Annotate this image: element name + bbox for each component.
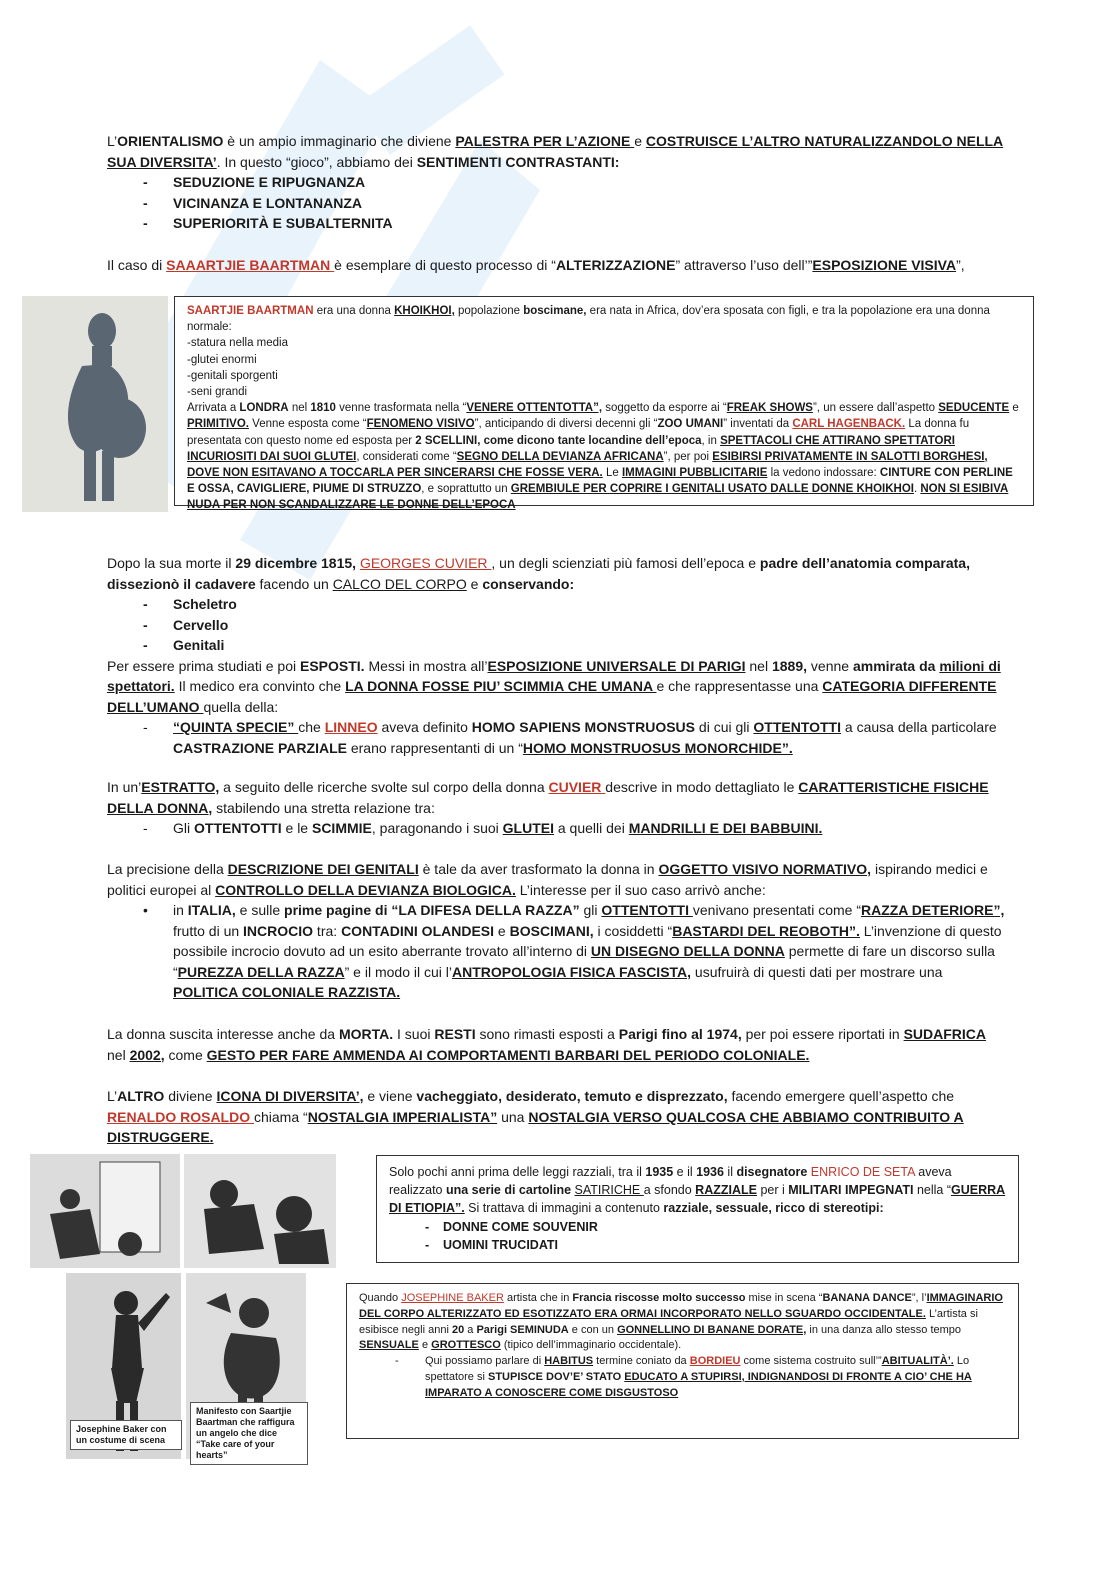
habitus-list bbox=[359, 1354, 1006, 1401]
italia-list bbox=[107, 900, 1007, 1003]
baartman-info-box: SAARTJIE BAARTMAN era una donna KHOIKHOI, popolazione boscimane, era nata in Africa, dov’era sposata con figli, e tra la popolazione era una donna normale: -statura nella media -glutei enormi -genitali sporgenti -seni grandi Arrivata a LONDRA nel 1810 venne trasformata nella “VENERE OTTENTOTTA”, soggetto da esporre ai “FREAK SHOWS”, un essere dall’aspetto SEDUCENTE e PRIMITIVO. Venne esposta come “FENOMENO VISIVO”, anticipando di diversi decenni gli “ZOO UMANI” inventati da CARL HAGENBACK. La donna fu presentata con questo nome ed esposta per 2 SCELLINI, come dicono tante locandine dell’epoca, in SPETTACOLI CHE ATTIRANO SPETTATORI INCURIOSITI DAI SUOI GLUTEI, considerati come “SEGNO DELLA DEVIANZA AFRICANA”, per poi ESIBIRSI PRIVATAMENTE IN SALOTTI BORGHESI, DOVE NON ESITAVANO A TOCCARLA PER SINCERARSI CHE FOSSE VERA. Le IMMAGINI PUBBLICITARIE la vedono indossare: CINTURE CON PERLINE E OSSA, CAVIGLIERE, PIUME DI STRUZZO, e soprattutto un GREMBIULE PER COPRIRE I GENITALI USATO DALLE DONNE KHOIKHOI. NON SI ESIBIVA NUDA PER NON SCANDALIZZARE LE DONNE DELL’EPOCA bbox=[174, 296, 1034, 506]
estratto-paragraph: In un’ESTRATTO, a seguito delle ricerche svolte sul corpo della donna CUVIER descrive in modo dettagliato le CARATTERISTICHE FISICHE DELLA DONNA, stabilendo una stretta relazione tra: - Gli OTTENTOTTI e le SCIMMIE, paragonando i suoi GLUTEI a quelli dei MANDRILLI E DEI BABBUINI. bbox=[107, 777, 1007, 839]
trait-item: -seni grandi bbox=[187, 386, 248, 399]
list-item: - UOMINI TRUCIDATI bbox=[389, 1236, 1006, 1254]
list-item: - SEDUZIONE E RIPUGNANZA bbox=[107, 172, 1007, 193]
baker-caption: Josephine Baker con un costume di scena bbox=[70, 1420, 182, 1450]
postcard-image-1 bbox=[30, 1154, 180, 1268]
estratto-list bbox=[107, 818, 1007, 839]
list-item: - Gli OTTENTOTTI e le SCIMMIE, paragonando i suoi GLUTEI a quelli dei MANDRILLI E DEI BABBUINI. bbox=[107, 818, 1007, 839]
list-item: - Scheletro bbox=[107, 594, 1007, 615]
list-item: - DONNE COME SOUVENIR bbox=[389, 1218, 1006, 1236]
cuvier-paragraph: Dopo la sua morte il 29 dicembre 1815, GEORGES CUVIER , un degli scienziati più famosi dell’epoca e padre dell’anatomia comparata, dissezionò il cadavere facendo un CALCO DEL CORPO e conservando: - Scheletro - Cervello - Genitali Per essere prima studiati e poi ESPOSTI. Messi in mostra all’ESPOSIZIONE UNIVERSALE DI PARIGI nel 1889, venne ammirata da milioni di spettatori. Il medico era convinto che LA DONNA FOSSE PIU’ SCIMMIA CHE UMANA e che rappresentasse una CATEGORIA DIFFERENTE DELL’UMANO quella della: - “QUINTA SPECIE” che LINNEO aveva definito HOMO SAPIENS MONSTRUOSUS di cui gli OTTENTOTTI a causa della particolare CASTRAZIONE PARZIALE erano rappresentanti di un “HOMO MONSTRUOSUS MONORCHIDE”. bbox=[107, 553, 1007, 758]
list-item: - VICINANZA E LONTANANZA bbox=[107, 193, 1007, 214]
list-item: - Genitali bbox=[107, 635, 1007, 656]
baartman-image bbox=[22, 296, 168, 512]
postcard-image-2 bbox=[184, 1154, 336, 1268]
list-item: - “QUINTA SPECIE” che LINNEO aveva definito HOMO SAPIENS MONSTRUOSUS di cui gli OTTENTOTTI a causa della particolare CASTRAZIONE PARZIALE erano rappresentanti di un “HOMO MONSTRUOSUS MONORCHIDE”. bbox=[107, 717, 1007, 758]
josephine-baker-box: Quando JOSEPHINE BAKER artista che in Francia riscosse molto successo mise in scena “BANANA DANCE”, l’IMMAGINARIO DEL CORPO ALTERIZZATO ED ESOTIZZATO ERA ORMAI INCORPORATO NELLO SGUARDO OCCIDENTALE. L’artista si esibisce negli anni 20 a Parigi SEMINUDA e con un GONNELLINO DI BANANE DORATE, in una danza allo stesso tempo SENSUALE e GROTTESCO (tipico dell’immaginario occidentale). - Qui possiamo parlare di HABITUS termine coniato da BORDIEU come sistema costruito sull’”ABITUALITÀ’. Lo spettatore si STUPISCE DOV’E’ STATO EDUCATO A STUPIRSI, INDIGNANDOSI DI FRONTE A CIO’ CHE HA IMPARATO A CONOSCERE COME DISGUSTOSO bbox=[346, 1283, 1019, 1439]
trait-item: -genitali sporgenti bbox=[187, 369, 278, 382]
list-item: - Cervello bbox=[107, 615, 1007, 636]
list-item: - SUPERIORITÀ E SUBALTERNITA bbox=[107, 213, 1007, 234]
morta-paragraph: La donna suscita interesse anche da MORTA. I suoi RESTI sono rimasti esposti a Parigi fino al 1974, per poi essere riportati in SUDAFRICA nel 2002, come GESTO PER FARE AMMENDA AI COMPORTAMENTI BARBARI DEL PERIODO COLONIALE. bbox=[107, 1026, 987, 1063]
quinta-specie-list bbox=[107, 717, 1007, 758]
de-seta-box: Solo pochi anni prima delle leggi razziali, tra il 1935 e il 1936 il disegnatore ENRICO DE SETA aveva realizzato una serie di cartoline SATIRICHE a sfondo RAZZIALE per i MILITARI IMPEGNATI nella “GUERRA DI ETIOPIA”. Si trattava di immagini a contenuto razziale, sessuale, ricco di stereotipi: - DONNE COME SOUVENIR - UOMINI TRUCIDATI bbox=[376, 1155, 1019, 1263]
cuvier-list bbox=[107, 594, 1007, 656]
intro-paragraph: L’ORIENTALISMO è un ampio immaginario che diviene PALESTRA PER L’AZIONE e COSTRUISCE L’ALTRO NATURALIZZANDOLO NELLA SUA DIVERSITA’. In questo “gioco”, abbiamo dei SENTIMENTI CONTRASTANTI: - SEDUZIONE E RIPUGNANZA - VICINANZA E LONTANANZA - SUPERIORITÀ E SUBALTERNITA bbox=[107, 131, 1007, 234]
trait-item: -glutei enormi bbox=[187, 353, 257, 366]
stereotipi-list bbox=[389, 1218, 1006, 1254]
trait-item: -statura nella media bbox=[187, 337, 288, 350]
altro-paragraph: L’ALTRO diviene ICONA DI DIVERSITA’, e viene vacheggiato, desiderato, temuto e disprezzato, facendo emergere quell’aspetto che RENALDO ROSALDO chiama “NOSTALGIA IMPERIALISTA” una NOSTALGIA VERSO QUALCOSA CHE ABBIAMO CONTRIBUITO A DISTRUGGERE. bbox=[107, 1088, 964, 1145]
case-paragraph: Il caso di SAAARTJIE BAARTMAN è esemplare di questo processo di “ALTERIZZAZIONE” attraverso l’uso dell’”ESPOSIZIONE VISIVA”, bbox=[107, 257, 965, 273]
sentiments-list bbox=[107, 172, 1007, 234]
precisione-paragraph: La precisione della DESCRIZIONE DEI GENITALI è tale da aver trasformato la donna in OGGETTO VISIVO NORMATIVO, ispirando medici e politici europei al CONTROLLO DELLA DEVIANZA BIOLOGICA. L’interesse per il suo caso arrivò anche: • in ITALIA, e sulle prime pagine di “LA DIFESA DELLA RAZZA” gli OTTENTOTTI venivano presentati come “RAZZA DETERIORE”, frutto di un INCROCIO tra: CONTADINI OLANDESI e BOSCIMANI, i cosiddetti “BASTARDI DEL REOBOTH”. L’invenzione di questo possibile incrocio dovuto ad un esito aberrante trovato all’interno di UN DISEGNO DELLA DONNA permette di fare un discorso sulla “PUREZZA DELLA RAZZA” e il modo il cui l’ANTROPOLOGIA FISICA FASCISTA, usufruirà di questi dati per mostrare una POLITICA COLONIALE RAZZISTA. bbox=[107, 859, 1007, 1003]
list-item: - Qui possiamo parlare di HABITUS termine coniato da BORDIEU come sistema costruito sull’”ABITUALITÀ’. Lo spettatore si STUPISCE DOV’E’ STATO EDUCATO A STUPIRSI, INDIGNANDOSI DI FRONTE A CIO’ CHE HA IMPARATO A CONOSCERE COME DISGUSTOSO bbox=[359, 1354, 1006, 1401]
manifesto-caption: Manifesto con Saartjie Baartman che raffigura un angelo che dice “Take care of your hearts” bbox=[190, 1402, 308, 1465]
list-item: • in ITALIA, e sulle prime pagine di “LA DIFESA DELLA RAZZA” gli OTTENTOTTI venivano presentati come “RAZZA DETERIORE”, frutto di un INCROCIO tra: CONTADINI OLANDESI e BOSCIMANI, i cosiddetti “BASTARDI DEL REOBOTH”. L’invenzione di questo possibile incrocio dovuto ad un esito aberrante trovato all’interno di UN DISEGNO DELLA DONNA permette di fare un discorso sulla “PUREZZA DELLA RAZZA” e il modo il cui l’ANTROPOLOGIA FISICA FASCISTA, usufruirà di questi dati per mostrare una POLITICA COLONIALE RAZZISTA. bbox=[107, 900, 1007, 1003]
